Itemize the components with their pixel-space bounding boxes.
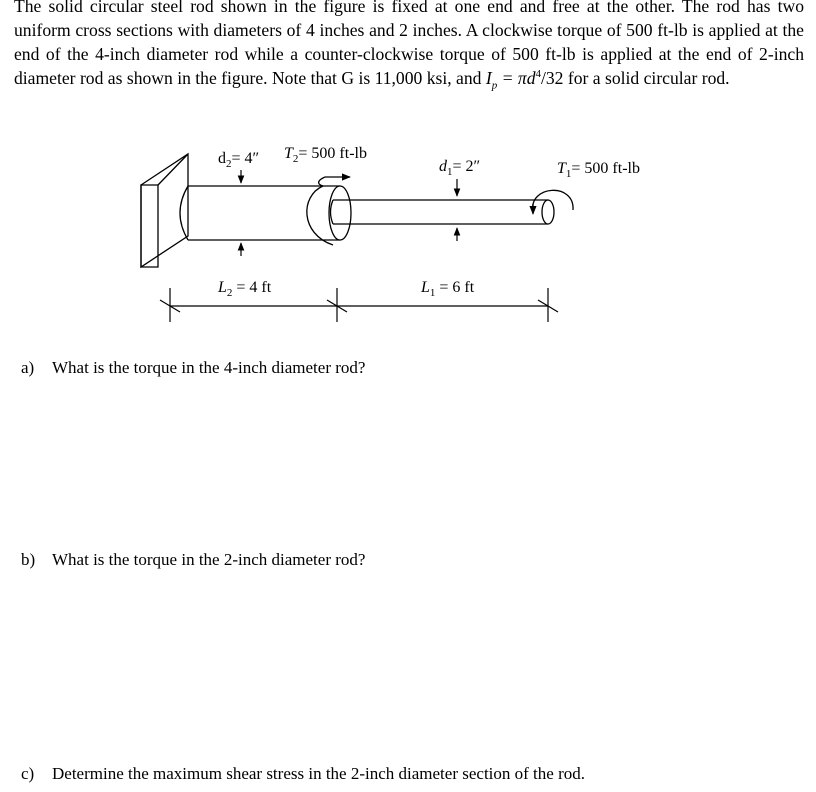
question-a-text: What is the torque in the 4-inch diameter rod? bbox=[52, 358, 366, 377]
question-c-text: Determine the maximum shear stress in the 2-inch diameter section of the rod. bbox=[52, 764, 585, 783]
question-c bbox=[21, 764, 585, 784]
ip-subscript: p bbox=[491, 79, 498, 92]
ip-power: 4 bbox=[535, 68, 541, 81]
question-c-label: c) bbox=[21, 764, 35, 783]
ip-formula: = πd bbox=[497, 68, 536, 88]
ip-symbol: I bbox=[485, 68, 492, 88]
d1-label: $d_1= 2''$ bbox=[439, 158, 481, 178]
question-b bbox=[21, 550, 365, 570]
l1-label: $L_1 = 6$ ft bbox=[421, 279, 475, 299]
fixed-wall-support bbox=[141, 154, 188, 267]
ip-tail: /32 for a solid circular rod. bbox=[541, 68, 730, 88]
rod-figure bbox=[0, 0, 816, 340]
rod-section-2in bbox=[331, 200, 555, 224]
question-b-text: What is the torque in the 2-inch diameter rod? bbox=[52, 550, 366, 569]
question-a bbox=[21, 358, 365, 378]
t2-label: $T_2= 500$ ft-lb bbox=[284, 145, 367, 165]
question-a-label: a) bbox=[21, 358, 35, 377]
problem-text: The solid circular steel rod shown in the figure is fixed at one end and free at the other. The rod has two uniform cross sections with diameters of 4 inches and 2 inches. A clockwise torque of 500 ft-lb is applied at the end of the 4-inch diameter rod while a counter-clockwise torque of 500 ft-lb is applied at the end of 2-inch diameter rod as shown in the figure. Note that G is 11,000 ksi, and bbox=[14, 0, 804, 88]
l2-label: $L_2 = 4$ ft bbox=[218, 279, 272, 299]
rod-section-4in bbox=[180, 186, 351, 240]
t1-label: $T_1= 500$ ft-lb bbox=[557, 160, 640, 180]
d2-label: $d_2= 4''$ bbox=[218, 150, 260, 170]
question-b-label: b) bbox=[21, 550, 36, 569]
